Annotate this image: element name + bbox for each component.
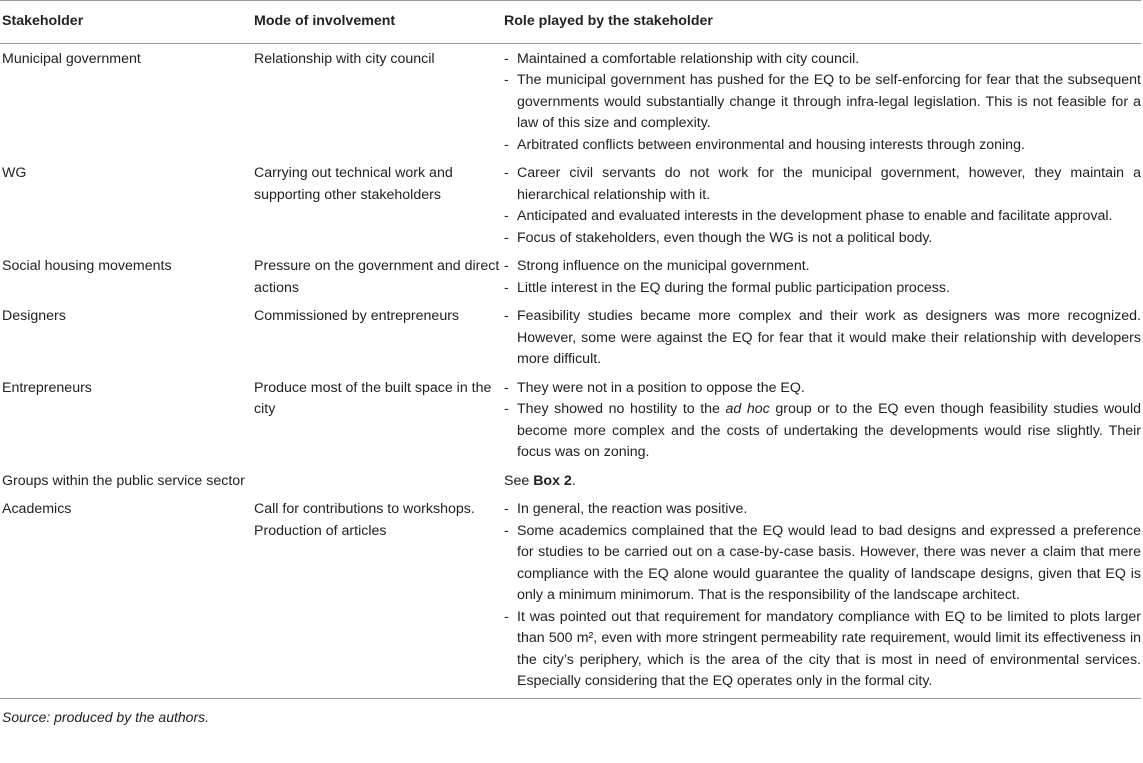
table-row [0, 43, 1141, 161]
role-list [504, 499, 1141, 693]
role-item: - Some academics complained that the EQ would lead to bad designs and expressed a preference for studies to be carried out on a case-by-case basis. However, there was never a claim that mere compliance with the EQ alone would guarantee the quality of landscape designs, given that EQ is only a minimum minimorum. That is the responsibility of the landscape architect. [504, 521, 1141, 607]
source-note: Source: produced by the authors. [2, 708, 210, 725]
table-row [0, 376, 1141, 469]
role-item: - In general, the reaction was positive. [504, 499, 1141, 521]
role-text-after: group or to the EQ even though feasibility studies would become more complex and the costs of undertaking the developments would rise slightly. Their focus was on zoning. [517, 401, 1141, 460]
role-text-italic: ad hoc [725, 401, 770, 417]
role-item: - Arbitrated conflicts between environmental and housing interests through zoning. [504, 135, 1141, 157]
header-role: Role played by the stakeholder [502, 1, 1141, 44]
role-item: - Focus of stakeholders, even though the WG is not a political body. [504, 228, 1141, 250]
role-cell [502, 304, 1141, 376]
role-item: - They were not in a position to oppose the EQ. [504, 378, 1141, 400]
role-item: - Anticipated and evaluated interests in the development phase to enable and facilitate approval. [504, 206, 1141, 228]
role-list [504, 306, 1141, 371]
role-list [504, 378, 1141, 464]
role-cell [502, 376, 1141, 469]
role-list [504, 163, 1141, 249]
role-item [504, 399, 1141, 464]
role-item: - Career civil servants do not work for the municipal government, however, they maintain a hierarchical relationship with it. [504, 163, 1141, 206]
mode-cell [252, 469, 502, 498]
stakeholder-cell: Designers [2, 308, 66, 324]
stakeholder-cell: Social housing movements [2, 258, 172, 274]
stakeholder-cell: Municipal government [2, 50, 141, 67]
stakeholder-cell: Entrepreneurs [2, 379, 92, 396]
table-row [0, 161, 1141, 254]
header-mode: Mode of involvement [252, 1, 502, 44]
role-cell [502, 43, 1141, 161]
box-link[interactable]: Box 2 [533, 472, 572, 489]
mode-cell: Commissioned by entrepreneurs [254, 308, 460, 324]
table-row [0, 469, 1141, 498]
role-cell [502, 497, 1141, 698]
see-reference [504, 471, 1141, 493]
header-stakeholder: Stakeholder [0, 1, 252, 44]
see-text-after: . [571, 472, 576, 489]
stakeholder-cell: Academics [0, 497, 252, 698]
see-text-before: See [504, 472, 534, 489]
role-list [504, 49, 1141, 157]
role-cell [502, 469, 1141, 498]
role-item: - Feasibility studies became more complex and their work as designers was more recognized. However, some were against the EQ for fear that it would make their relationship with developers more difficult. [504, 306, 1141, 371]
mode-cell: Call for contributions to workshops. Production of articles [252, 497, 502, 698]
role-item: - Strong influence on the municipal government. [504, 256, 1141, 278]
stakeholder-cell: Groups within the public service sector [2, 472, 245, 489]
table-row [0, 497, 1141, 698]
role-text-before: They showed no hostility to the [517, 401, 726, 417]
role-cell [502, 161, 1141, 254]
role-item: - Maintained a comfortable relationship with city council. [504, 49, 1141, 71]
role-item: - The municipal government has pushed for the EQ to be self-enforcing for fear that the subsequent governments would substantially change it through infra-legal legislation. This is not feasible for a law of this size and complexity. [504, 70, 1141, 135]
mode-cell: Carrying out technical work and supporting other stakeholders [254, 165, 453, 203]
mode-cell: Produce most of the built space in the city [254, 379, 492, 417]
role-cell [502, 254, 1141, 304]
stakeholder-cell: WG [2, 165, 27, 181]
role-item: - It was pointed out that requirement for mandatory compliance with EQ to be limited to plots larger than 500 m², even with more stringent permeability rate requirement, would limit its effectiveness in the city’s periphery, which is the area of the city that is most in need of environmental services. Especially considering that the EQ operates only in the formal city. [504, 607, 1141, 693]
role-list [504, 256, 1141, 299]
mode-cell: Pressure on the government and direct actions [254, 258, 500, 296]
table-row [0, 254, 1141, 304]
mode-cell: Relationship with city council [254, 50, 435, 67]
header-row [0, 1, 1141, 44]
table-body [0, 43, 1141, 698]
role-item: - Little interest in the EQ during the formal public participation process. [504, 278, 1141, 300]
table-row [0, 304, 1141, 376]
